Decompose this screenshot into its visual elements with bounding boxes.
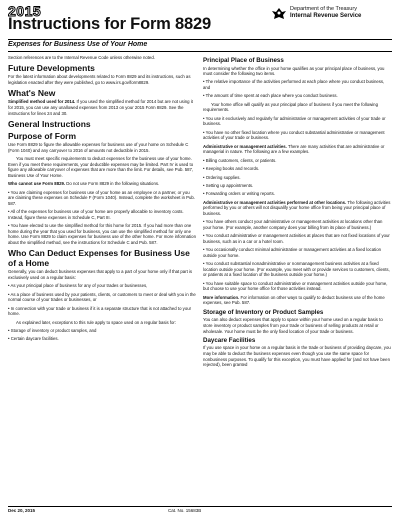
admin-bullet-1: • Billing customers, clients, or patients. bbox=[203, 157, 277, 163]
title-rule bbox=[8, 39, 392, 40]
admin-bullet-5: • Forwarding orders or writing reports. bbox=[203, 191, 275, 197]
admin-bullet-4: • Setting up appointments. bbox=[203, 182, 254, 188]
other-text: The following activities performed by you or others will not disqualify your home office from being your principal place of business. bbox=[203, 199, 391, 216]
ppb-heading: Principal Place of Business bbox=[203, 57, 284, 64]
admin-lead: Administrative or management activities. bbox=[203, 143, 287, 149]
future-text: For the latest information about developments related to Form 8829 and its instructions, such as legislation enacted after they were published, go to www.irs.gov/form8829. bbox=[8, 74, 191, 85]
deduct-bullet-1: • As your principal place of business for any of your trades or businesses, bbox=[8, 283, 148, 289]
other-bullet-5: • You have suitable space to conduct administrative or management activities outside your home, but choose to use your home office for those activities instead. bbox=[203, 280, 388, 292]
admin-bullet-3: • Ordering supplies. bbox=[203, 174, 241, 180]
who-paragraph bbox=[8, 181, 196, 187]
irs-eagle-logo-icon bbox=[271, 6, 287, 22]
who-lead: Who cannot use Form 8829. bbox=[8, 181, 66, 187]
admin-bullet-2: • Keeping books and records. bbox=[203, 166, 260, 172]
daycare-heading: Daycare Facilities bbox=[203, 336, 256, 344]
page-title: Instructions for Form 8829 bbox=[8, 15, 211, 33]
ppb-bullet-1: • The relative importance of the activities performed at each place where you conduct business, and bbox=[203, 79, 385, 91]
deduct-heading: Who Can Deduct Expenses for Business Use of a Home bbox=[8, 248, 190, 269]
general-heading: General Instructions bbox=[8, 118, 91, 129]
form-year: 2015 bbox=[8, 3, 42, 19]
who-bullet-1: • You are claiming expenses for business use of your home as an employee or a partner, or you are claiming these expenses on Schedule F (Form 1040). Instead, complete the worksheet in Pub. 587. bbox=[8, 189, 196, 206]
footer-rule bbox=[8, 506, 392, 507]
right-column bbox=[203, 55, 391, 371]
who-bullet-2: • All of the expenses for business use of your home are properly allocable to inventory costs. Instead, figure these expenses in Schedule C, Part III. bbox=[8, 209, 184, 220]
footer-cat-no: Cat. No. 15683B bbox=[168, 508, 202, 513]
intro-text: Section references are to the Internal Revenue Code unless otherwise noted. bbox=[8, 55, 155, 60]
deduct-p2: As explained later, exceptions to this rule apply to space used on a regular basis for: bbox=[16, 319, 177, 325]
future-heading: Future Developments bbox=[8, 63, 95, 74]
agency-department: Department of the Treasury bbox=[290, 6, 357, 12]
other-bullet-1: • You have others conduct your administrative or management activities at locations other than your home. (For example, another company does your billing from its place of business.) bbox=[203, 219, 383, 230]
ppb-bullet-4: • You have no other fixed location where you conduct substantial administrative or management activities of your trade or business. bbox=[203, 129, 385, 141]
purpose-p2: You must meet specific requirements to deduct expenses for the business use of your home. Even if you meet these requirements, your deductible expenses may be limited. Part IV is used to figure any allowable carryover of expenses that are more than the limit. For details, see Pub. 587, Business Use of Your Home. bbox=[8, 155, 194, 178]
ppb-bullet-3: • You use it exclusively and regularly for administrative or management activities of your trade or business. bbox=[203, 115, 386, 127]
deduct-bullet-4: • Storage of inventory or product samples, and bbox=[8, 327, 97, 333]
whatsnew-lead: Simplified method used for 2014. bbox=[8, 99, 76, 105]
more-text: For information on other ways to qualify to deduct business use of the home expenses, see Pub. 587. bbox=[203, 294, 385, 306]
other-bullet-4: • You conduct substantial nonadministrative or nonmanagement business activities at a fixed location outside your home. (For example, you meet with or provide services to customers, clients, or patients at a fixed location of the business outside your home.) bbox=[203, 261, 390, 278]
deduct-bullet-3: • In connection with your trade or business if it is a separate structure that is not attached to your home. bbox=[8, 305, 192, 317]
subtitle-rule bbox=[8, 51, 392, 52]
more-paragraph bbox=[203, 295, 391, 306]
who-text: Do not use Form 8829 in the following situations. bbox=[65, 181, 160, 187]
agency-irs: Internal Revenue Service bbox=[290, 13, 362, 19]
purpose-p1: Use Form 8829 to figure the allowable expenses for business use of your home on Schedule C (Form 1040) and any carryover to 2016 of amounts not deductible in 2015. bbox=[8, 141, 189, 153]
agency-block bbox=[290, 6, 361, 20]
other-bullet-2: • You conduct administrative or management activities at places that are not fixed locations of your business, such as in a car or a hotel room. bbox=[203, 233, 390, 244]
admin-paragraph bbox=[203, 144, 391, 155]
deduct-p1: Generally, you can deduct business expenses that apply to a part of your home only if that part is exclusively used on a regular basis: bbox=[8, 269, 193, 280]
left-column bbox=[8, 55, 196, 345]
ppb-p1: In determining whether the office in your home qualifies as your principal place of business, you must consider the following two items. bbox=[203, 65, 385, 77]
ppb-bullet-2: • The amount of time spent at each place where you conduct business. bbox=[203, 93, 338, 99]
storage-heading: Storage of Inventory or Product Samples bbox=[203, 308, 324, 316]
whatsnew-heading: What's New bbox=[8, 88, 56, 99]
deduct-bullet-2: • As a place of business used by your patients, clients, or customers to meet or deal with you in the normal course of your trades or businesses, or bbox=[8, 291, 196, 303]
purpose-heading: Purpose of Form bbox=[8, 130, 77, 141]
whatsnew-paragraph bbox=[8, 99, 196, 116]
admin-text: There are many activities that are administrative or managerial in nature. The following are a few examples. bbox=[203, 143, 385, 155]
other-bullet-3: • You occasionally conduct minimal administrative or management activities at a fixed location outside your home. bbox=[203, 247, 382, 258]
deduct-bullet-5: • Certain daycare facilities. bbox=[8, 336, 59, 342]
who-bullet-3: • You have elected to use the simplified method for this home for 2015. If you had more than one home during the year that you used for business, you can use the simplified method for only one home. Use Form 8829 to claim expenses for business use of the other home. For more information about the simplified method, see the instructions for Schedule C and Pub. 587. bbox=[8, 223, 196, 245]
other-lead: Administrative or management activities performed at other locations. bbox=[203, 199, 347, 205]
footer-date: Dec 20, 2015 bbox=[8, 508, 36, 513]
storage-text: You can also deduct expenses that apply to space within your home used on a regular basis to store inventory or product samples from your trade or business of selling products at retail or wholesale. Your home must be the only fixed location of your trade or business. bbox=[203, 317, 383, 334]
daycare-text: If you use space in your home on a regular basis in the trade or business of providing daycare, you may be able to deduct the business expenses even though you use the same space for nonbusiness purposes. To qualify for this exception, you must have applied for (and not have been rejected), been granted bbox=[203, 345, 391, 368]
ppb-p2: Your home office will qualify as your principal place of business if you meet the following requirements. bbox=[203, 101, 378, 113]
more-lead: More information. bbox=[203, 294, 240, 300]
page-subtitle: Expenses for Business Use of Your Home bbox=[8, 41, 148, 48]
other-paragraph bbox=[203, 200, 391, 217]
whatsnew-text: If you used the simplified method for 2014 but are not using it for 2015, you can use any unallowed expenses from 2013 on your 2015 Form 8829. See the instructions for lines 24 and 30. bbox=[8, 99, 193, 116]
